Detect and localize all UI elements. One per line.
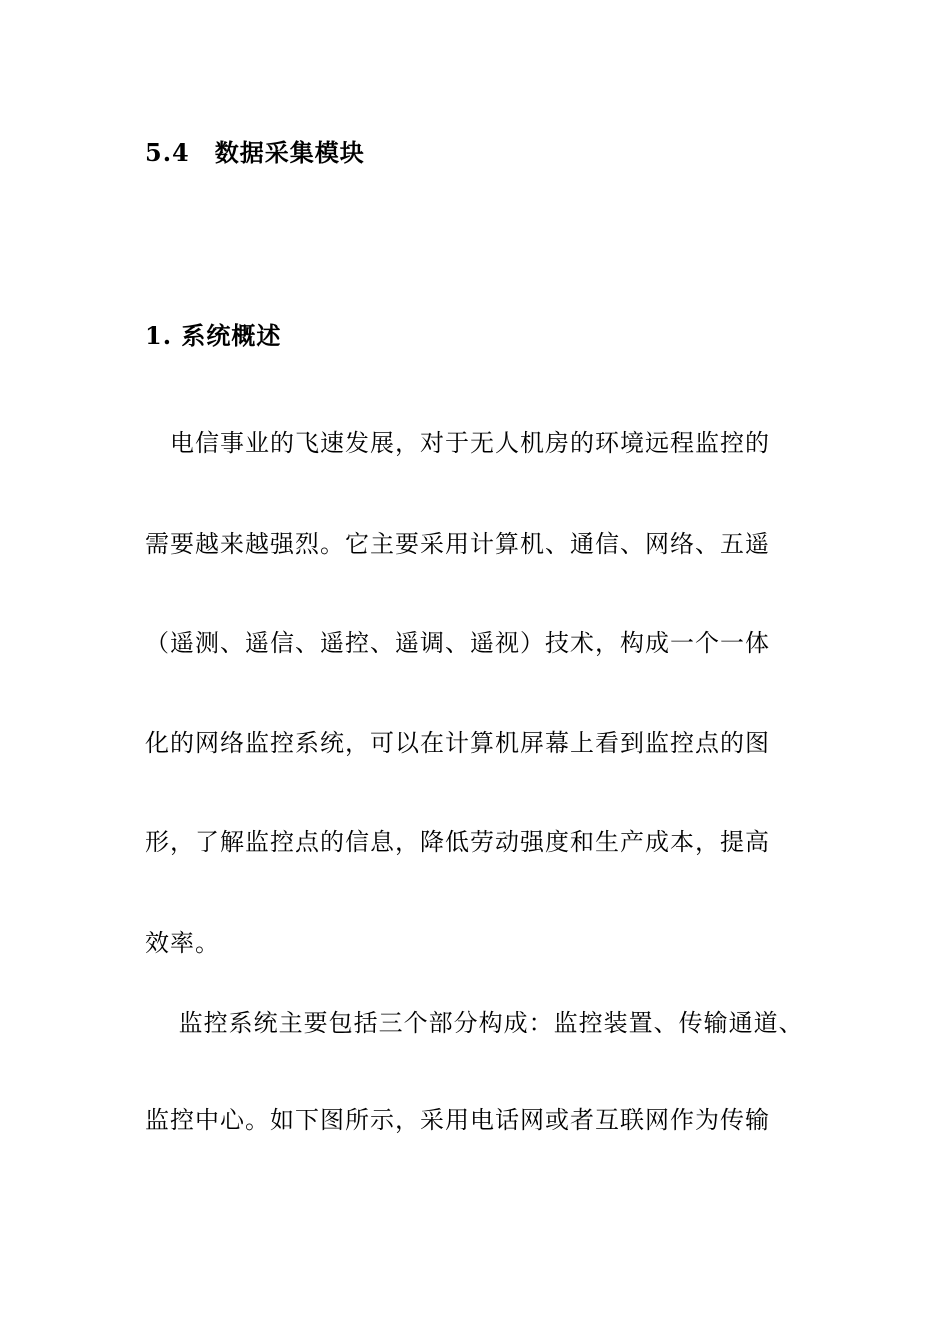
paragraph-line: 化的网络监控系统，可以在计算机屏幕上看到监控点的图 [145, 729, 770, 757]
section-heading: 5.4 数据采集模块 [145, 138, 365, 167]
paragraph-line: 监控系统主要包括三个部分构成：监控装置、传输通道、 [145, 1009, 804, 1037]
paragraph-line: 形，了解监控点的信息，降低劳动强度和生产成本，提高 [145, 828, 770, 856]
paragraph-line: 电信事业的飞速发展，对于无人机房的环境远程监控的 [145, 429, 770, 457]
paragraph-line: （遥测、遥信、遥控、遥调、遥视）技术，构成一个一体 [145, 629, 770, 657]
subsection-heading: 1. 系统概述 [145, 321, 282, 350]
paragraph-line: 效率。 [145, 929, 220, 957]
paragraph-line: 需要越来越强烈。它主要采用计算机、通信、网络、五遥 [145, 530, 770, 558]
paragraph-line: 监控中心。如下图所示，采用电话网或者互联网作为传输 [145, 1106, 770, 1134]
